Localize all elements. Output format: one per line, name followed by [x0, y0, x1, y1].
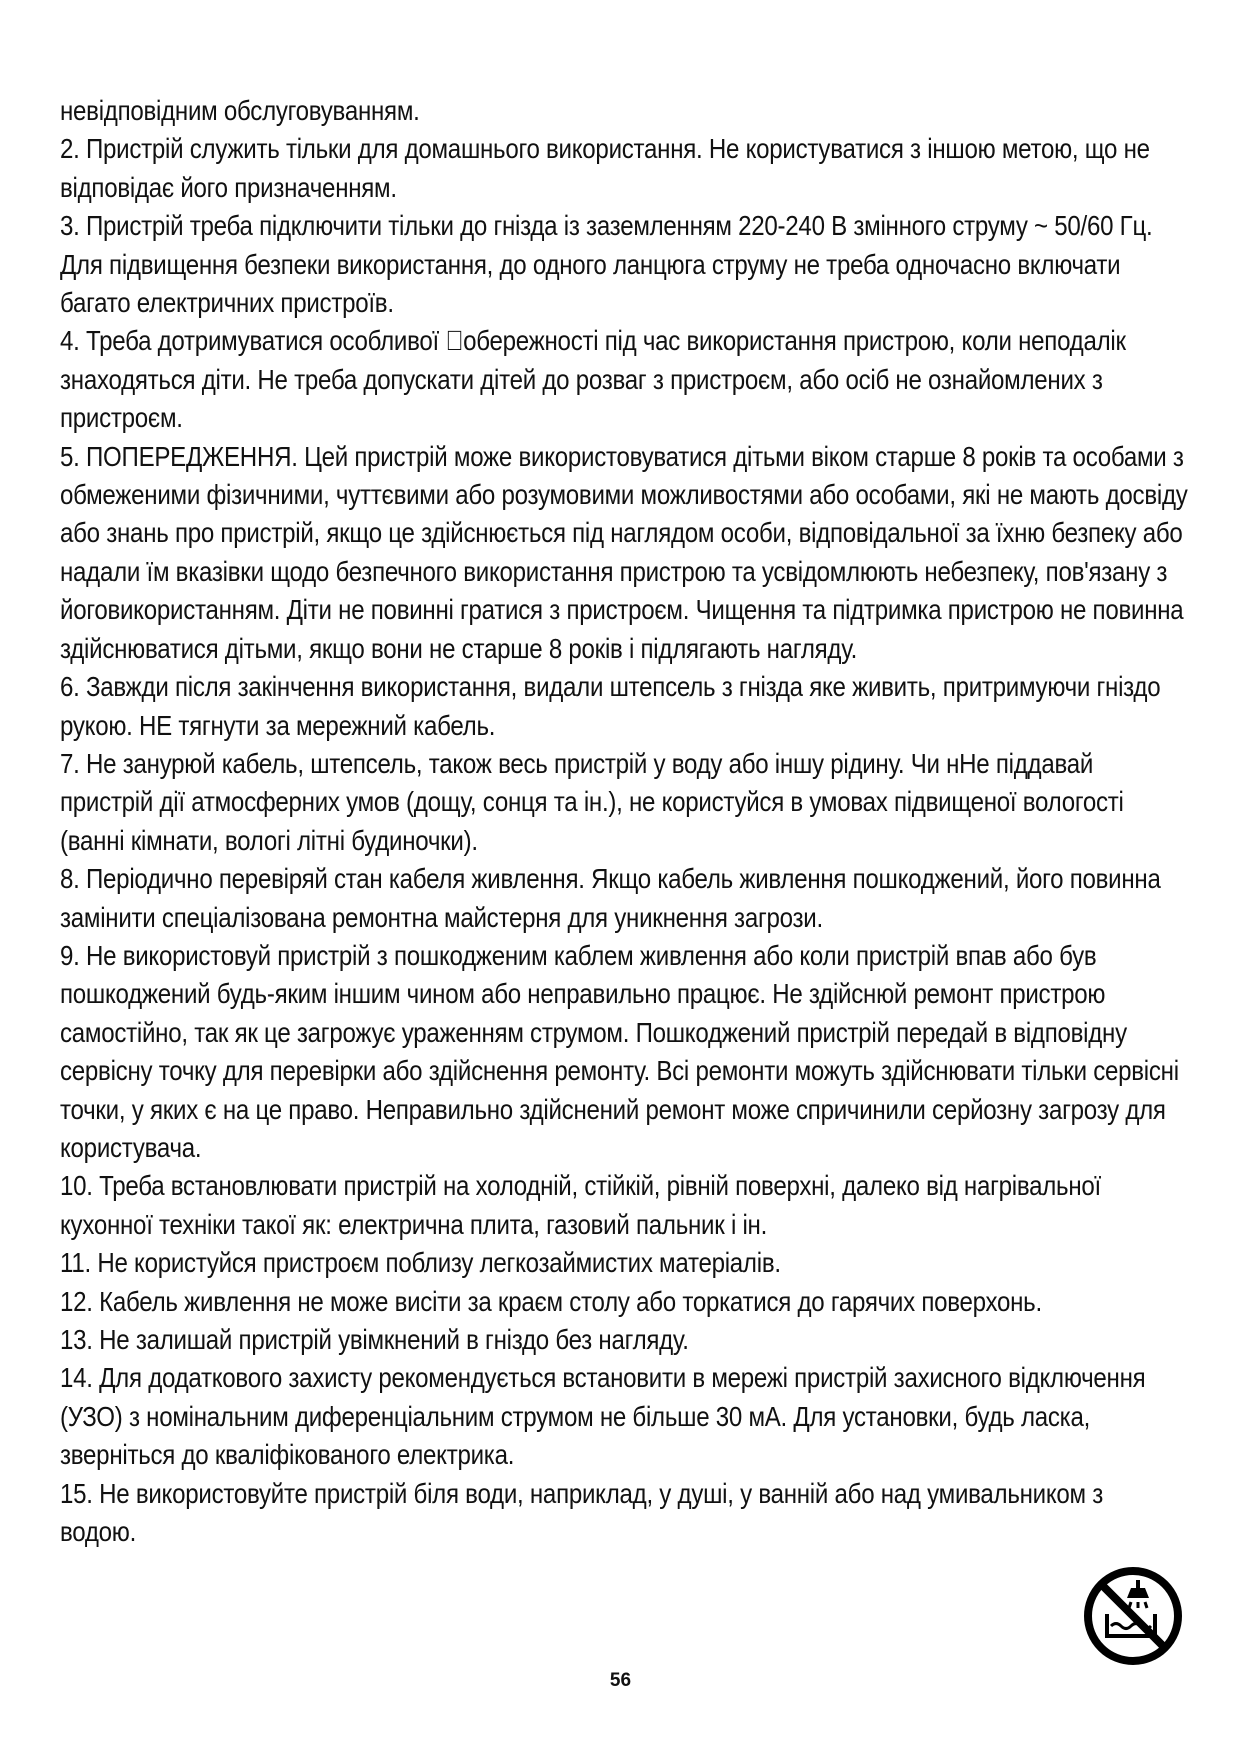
paragraph-3: 3. Пристрій треба підключити тільки до гнізда із заземленням 220-240 В змінного струму ~ 50/60 Гц. Для підвищення безпеки використання, до одного ланцюга струму не треба одночасно включати багато електричних пристроїв.: [60, 210, 1153, 319]
page-number: 56: [609, 1670, 632, 1691]
paragraph-continuation: невідповідним обслуговуванням.: [60, 95, 420, 126]
paragraph-13: 13. Не залишай пристрій увімкнений в гніздо без нагляду.: [60, 1324, 689, 1355]
paragraph-7: 7. Не занурюй кабель, штепсель, також весь пристрій у воду або іншу рідину. Чи нНе піддавай пристрій дії атмосферних умов (дощу, сонця та ін.), не користуйся в умовах підвищеної вологості (ванні кімнати, вологі літні будиночки).: [60, 747, 1124, 856]
paragraph-14: 14. Для додаткового захисту рекомендується встановити в мережі пристрій захисного відключення (УЗО) з номінальним диференціальним струмом не більше 30 мА. Для установки, будь ласка, зверніться до кваліфікованого електрика.: [60, 1362, 1146, 1471]
paragraph-15: 15. Не використовуйте пристрій біля води, наприклад, у душі, у ванній або над умивальником з водою.: [60, 1477, 1104, 1548]
paragraph-11: 11. Не користуйся пристроєм поблизу легкозаймистих матеріалів.: [60, 1247, 781, 1279]
instructions-text: [60, 92, 1191, 1551]
paragraph-5: 5. ПОПЕРЕДЖЕННЯ. Цей пристрій може використовуватися дітьми віком старше 8 років та особами з обмеженими фізичними, чуттєвими або розумовими можливостями або особами, які не мають досвіду або знань про пристрій, якщо це здійснюється під наглядом особи, відповідальної за їхню безпеку або надали їм вказівки щодо безпечного використання пристрою та усвідомлюють небезпеку, пов'язану з йоговикористанням. Діти не повинні гратися з пристроєм. Чищення та підтримка пристрою не повинна здійснюватися дітьми, якщо вони не старше 8 років і підлягають нагляду.: [60, 440, 1188, 664]
paragraph-4: 4. Треба дотримуватися особливої  обережності під час використання пристрою, коли неподалік знаходяться діти. Не треба допускати дітей до розваг з пристроєм, або осіб не ознайомлених з пристроєм.: [60, 325, 1126, 434]
paragraph-10: 10. Треба встановлювати пристрій на холодній, стійкій, рівній поверхні, далеко від нагрівальної кухонної техніки такої як: електрична плита, газовий пальник і ін.: [60, 1170, 1101, 1240]
paragraph-12: 12. Кабель живлення не може висіти за краєм столу або торкатися до гарячих поверхонь.: [60, 1285, 1042, 1317]
paragraph-2: 2. Пристрій служить тільки для домашнього використання. Не користуватися з іншою метою, що не відповідає його призначенням.: [60, 133, 1150, 203]
no-shower-bath-icon: [1083, 1566, 1183, 1666]
paragraph-6: 6. Завжди після закінчення використання, видали штепсель з гнізда яке живить, притримуючи гніздо рукою. НЕ тягнути за мережний кабель.: [60, 671, 1161, 741]
paragraph-8: 8. Періодично перевіряй стан кабеля живлення. Якщо кабель живлення пошкоджений, його повинна замінити спеціалізована ремонтна майстерня для уникнення загрози.: [60, 863, 1161, 933]
paragraph-9: 9. Не використовуй пристрій з пошкодженим каблем живлення або коли пристрій впав або був пошкоджений будь-яким іншим чином або неправильно працює. Не здійснюй ремонт пристрою самостійно, так як це загрожує ураженням струмом. Пошкоджений пристрій передай в відповідну сервісну точку для перевірки або здійснення ремонту. Всі ремонти можуть здійснювати тільки сервісні точки, у яких є на це право. Неправильно здійснений ремонт може спричинили серйозну загрозу для користувача.: [60, 939, 1179, 1163]
